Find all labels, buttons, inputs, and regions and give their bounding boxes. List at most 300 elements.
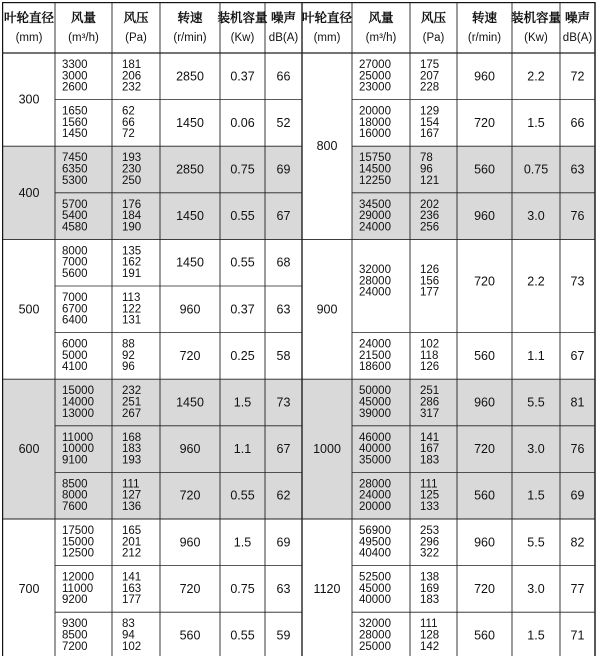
- header-diameter-unit: (mm): [15, 32, 43, 44]
- speed-value: 560: [179, 628, 201, 643]
- pressure-values-line: 201: [122, 536, 142, 549]
- flow-values-line: 6700: [62, 303, 88, 316]
- diameter-value: 400: [18, 185, 40, 200]
- flow-values-line: 1560: [62, 116, 88, 129]
- flow-values-line: 15000: [62, 385, 94, 398]
- pressure-values-line: 62: [122, 105, 135, 118]
- speed-value: 2850: [176, 69, 204, 84]
- diameter-value: 600: [18, 442, 40, 457]
- pressure-values-line: 256: [420, 221, 440, 234]
- flow-values: [359, 199, 391, 234]
- pressure-values-line: 128: [420, 629, 440, 642]
- header-pressure: 风压: [420, 11, 447, 25]
- pressure-values: [122, 432, 141, 467]
- pressure-values-line: 72: [122, 128, 135, 141]
- flow-values-line: 21500: [359, 349, 391, 362]
- flow-values: [62, 59, 88, 94]
- pressure-values-line: 230: [122, 163, 142, 176]
- noise-value: 67: [276, 442, 291, 457]
- flow-values-line: 24000: [359, 286, 391, 299]
- header-noise-unit: dB(A): [268, 32, 299, 44]
- pressure-values: [420, 618, 439, 653]
- pressure-values-line: 129: [420, 105, 440, 118]
- pressure-values-line: 154: [420, 116, 440, 129]
- flow-values-line: 11000: [62, 582, 94, 595]
- pressure-values-line: 168: [122, 431, 142, 444]
- flow-values-line: 14000: [62, 396, 94, 409]
- flow-values-line: 46000: [359, 431, 391, 444]
- power-value: 0.55: [230, 488, 255, 503]
- pressure-values: [122, 478, 141, 513]
- pressure-values-line: 141: [420, 431, 440, 444]
- pressure-values-line: 191: [122, 268, 142, 280]
- pressure-values-line: 232: [122, 385, 142, 398]
- pressure-values: [420, 106, 440, 141]
- power-value: 5.5: [527, 395, 545, 410]
- pressure-values-line: 212: [122, 547, 142, 560]
- pressure-values-line: 253: [420, 525, 440, 537]
- noise-value: 76: [570, 209, 585, 224]
- pressure-values-line: 118: [420, 349, 439, 362]
- flow-values-line: 28000: [359, 275, 391, 288]
- pressure-values-line: 126: [420, 264, 440, 277]
- pressure-values-line: 176: [122, 198, 142, 211]
- header-power-unit: (Kw): [524, 32, 548, 44]
- speed-value: 960: [179, 302, 201, 317]
- speed-value: 720: [179, 581, 201, 596]
- flow-values-line: 7600: [62, 501, 88, 513]
- noise-value: 81: [570, 395, 585, 410]
- flow-values-line: 40400: [359, 547, 391, 560]
- power-value: 2.2: [527, 69, 545, 84]
- pressure-values-line: 96: [420, 163, 433, 176]
- flow-values: [62, 385, 94, 420]
- pressure-values: [420, 525, 439, 560]
- header-diameter: 叶轮直径: [301, 11, 353, 25]
- flow-values: [359, 385, 391, 420]
- diameter-value: 800: [316, 139, 338, 154]
- noise-value: 58: [276, 348, 291, 363]
- noise-value: 76: [570, 442, 585, 457]
- pressure-values: [420, 385, 439, 420]
- header-pressure: 风压: [123, 11, 149, 25]
- noise-value: 82: [570, 535, 585, 550]
- flow-values: [359, 152, 391, 187]
- speed-value: 960: [474, 535, 495, 550]
- flow-values-line: 15000: [62, 536, 94, 549]
- header-pressure-unit: (Pa): [422, 32, 445, 44]
- pressure-values: [122, 199, 142, 234]
- speed-value: 720: [179, 348, 201, 363]
- flow-values-line: 7000: [62, 256, 88, 269]
- pressure-values-line: 165: [122, 525, 142, 537]
- flow-values-line: 45000: [359, 396, 391, 409]
- pressure-values-line: 286: [420, 396, 440, 409]
- speed-value: 560: [474, 162, 495, 177]
- speed-value: 2850: [176, 162, 204, 177]
- pressure-values-line: 193: [122, 152, 142, 165]
- pressure-values-line: 169: [420, 582, 440, 595]
- pressure-values-line: 177: [122, 594, 142, 607]
- pressure-values: [420, 478, 439, 513]
- flow-values-line: 35000: [359, 454, 391, 467]
- flow-values: [359, 618, 391, 653]
- power-value: 3.0: [527, 209, 545, 224]
- power-value: 1.5: [527, 488, 545, 503]
- pressure-values-line: 177: [420, 286, 440, 299]
- pressure-values-line: 136: [122, 501, 142, 513]
- header-speed: 转速: [177, 11, 203, 25]
- flow-values-line: 50000: [359, 385, 391, 398]
- flow-values: [62, 339, 88, 374]
- flow-values-line: 16000: [359, 128, 391, 141]
- pressure-values-line: 175: [420, 59, 440, 71]
- flow-values: [359, 478, 391, 513]
- pressure-values-line: 251: [420, 385, 440, 398]
- flow-values-line: 20000: [359, 105, 391, 118]
- pressure-values: [122, 152, 141, 187]
- pressure-values-line: 183: [122, 443, 142, 456]
- header-pressure-unit: (Pa): [125, 32, 147, 44]
- diameter-value: 300: [18, 92, 40, 107]
- speed-value: 560: [474, 488, 495, 503]
- pressure-values: [420, 572, 439, 607]
- power-value: 0.06: [230, 115, 255, 130]
- power-value: 0.55: [230, 628, 255, 643]
- pressure-values-line: 102: [122, 640, 142, 653]
- power-value: 0.75: [523, 162, 549, 177]
- pressure-values-line: 138: [420, 571, 440, 584]
- pressure-values-line: 163: [122, 582, 142, 595]
- noise-value: 71: [570, 628, 585, 643]
- pressure-values-line: 141: [122, 571, 142, 584]
- pressure-values-line: 296: [420, 536, 440, 549]
- pressure-values-line: 202: [420, 198, 440, 211]
- flow-values-line: 27000: [359, 59, 391, 71]
- noise-value: 69: [276, 535, 291, 550]
- flow-values: [359, 59, 391, 94]
- header-power: 装机容量: [510, 11, 562, 25]
- noise-value: 63: [570, 162, 585, 177]
- flow-values-line: 25000: [359, 70, 391, 83]
- pressure-values-line: 78: [420, 152, 433, 165]
- flow-values-line: 4100: [62, 361, 88, 374]
- noise-value: 77: [570, 581, 585, 596]
- pressure-values-line: 122: [122, 303, 142, 316]
- flow-values: [359, 264, 391, 299]
- flow-values-line: 3300: [62, 59, 88, 71]
- flow-values-line: 4580: [62, 221, 88, 234]
- pressure-values-line: 236: [420, 210, 440, 223]
- speed-value: 1450: [176, 209, 204, 224]
- pressure-values-line: 167: [420, 443, 440, 456]
- fan-spec-table: [2, 2, 596, 656]
- flow-values-line: 40000: [359, 443, 391, 456]
- flow-values-line: 5300: [62, 174, 88, 187]
- noise-value: 68: [276, 255, 291, 270]
- pressure-values-line: 207: [420, 70, 440, 83]
- flow-values: [62, 292, 88, 327]
- pressure-values-line: 206: [122, 70, 142, 83]
- pressure-values-line: 111: [420, 478, 438, 491]
- flow-values-line: 52500: [359, 571, 391, 584]
- noise-value: 62: [276, 488, 291, 503]
- pressure-values: [122, 106, 135, 141]
- flow-values-line: 18000: [359, 116, 391, 129]
- header-noise: 噪声: [564, 11, 591, 25]
- flow-values-line: 8000: [62, 245, 88, 258]
- flow-values: [62, 618, 88, 653]
- flow-values-line: 23000: [359, 81, 391, 94]
- pressure-values-line: 167: [420, 128, 440, 141]
- noise-value: 66: [276, 69, 291, 84]
- pressure-values-line: 66: [122, 116, 135, 129]
- pressure-values: [420, 264, 439, 299]
- flow-values: [359, 432, 391, 467]
- flow-values: [359, 106, 391, 141]
- pressure-values: [122, 525, 141, 560]
- pressure-values-line: 83: [122, 618, 135, 631]
- noise-value: 63: [276, 302, 291, 317]
- flow-values-line: 15750: [359, 152, 391, 165]
- pressure-values-line: 183: [420, 594, 440, 607]
- speed-value: 960: [474, 395, 495, 410]
- pressure-values-line: 250: [122, 174, 142, 187]
- flow-values-line: 1650: [62, 105, 88, 118]
- noise-value: 67: [570, 348, 585, 363]
- pressure-values-line: 228: [420, 81, 440, 94]
- flow-values-line: 40000: [359, 594, 391, 607]
- power-value: 5.5: [527, 535, 545, 550]
- speed-value: 1450: [176, 395, 204, 410]
- flow-values-line: 29000: [359, 210, 391, 223]
- header-flow: 风量: [70, 11, 97, 25]
- speed-value: 720: [474, 581, 495, 596]
- header-noise: 噪声: [270, 11, 297, 25]
- power-value: 0.37: [230, 302, 255, 317]
- noise-value: 69: [276, 162, 291, 177]
- flow-values-line: 49500: [359, 536, 391, 549]
- diameter-value: 1000: [313, 442, 341, 457]
- flow-values-line: 12000: [62, 571, 94, 584]
- header-speed-unit: (r/min): [467, 32, 502, 44]
- flow-values-line: 8500: [62, 478, 88, 491]
- pressure-values-line: 102: [420, 338, 440, 351]
- power-value: 1.1: [233, 442, 252, 457]
- flow-values-line: 13000: [62, 407, 94, 420]
- pressure-values: [122, 572, 141, 607]
- pressure-values: [122, 618, 141, 653]
- flow-values-line: 8000: [62, 489, 88, 502]
- pressure-values-line: 317: [420, 407, 440, 420]
- pressure-values-line: 251: [122, 396, 142, 409]
- flow-values-line: 18600: [359, 361, 391, 374]
- pressure-values-line: 181: [122, 59, 142, 71]
- power-value: 0.55: [230, 255, 255, 270]
- header-flow: 风量: [368, 11, 394, 25]
- flow-values-line: 28000: [359, 478, 391, 491]
- pressure-values: [420, 432, 439, 467]
- pressure-values: [420, 59, 439, 94]
- flow-values: [62, 199, 88, 234]
- flow-values: [359, 339, 391, 374]
- speed-value: 720: [474, 115, 495, 130]
- flow-values-line: 25000: [359, 640, 391, 653]
- noise-value: 63: [276, 581, 291, 596]
- speed-value: 960: [179, 535, 201, 550]
- power-value: 0.37: [230, 69, 255, 84]
- flow-values-line: 1450: [62, 128, 88, 141]
- flow-values-line: 34500: [359, 198, 391, 211]
- pressure-values-line: 96: [122, 361, 135, 374]
- pressure-values-line: 121: [420, 174, 440, 187]
- flow-values-line: 7000: [62, 292, 88, 304]
- flow-values-line: 32000: [359, 264, 391, 277]
- speed-value: 1450: [176, 115, 204, 130]
- pressure-values-line: 183: [420, 454, 440, 467]
- pressure-values-line: 322: [420, 547, 440, 560]
- power-value: 2.2: [527, 274, 545, 289]
- power-value: 1.1: [527, 348, 545, 363]
- flow-values-line: 7450: [62, 152, 88, 165]
- speed-value: 960: [474, 69, 495, 84]
- flow-values-line: 5600: [62, 268, 88, 280]
- pressure-values-line: 125: [420, 489, 440, 502]
- flow-values-line: 24000: [359, 338, 391, 351]
- pressure-values-line: 193: [122, 454, 142, 467]
- power-value: 1.5: [527, 115, 545, 130]
- flow-values-line: 45000: [359, 582, 391, 595]
- flow-values: [62, 572, 94, 607]
- pressure-values-line: 92: [122, 349, 135, 362]
- pressure-values-line: 94: [122, 629, 135, 642]
- pressure-values: [122, 59, 141, 94]
- flow-values-line: 5400: [62, 210, 88, 223]
- flow-values-line: 39000: [359, 407, 391, 420]
- flow-values: [62, 525, 94, 560]
- power-value: 1.5: [527, 628, 545, 643]
- power-value: 3.0: [527, 581, 545, 596]
- diameter-value: 900: [316, 302, 338, 317]
- header-noise-unit: dB(A): [562, 32, 593, 44]
- flow-values-line: 7200: [62, 640, 88, 653]
- pressure-values: [122, 292, 141, 327]
- flow-values-line: 24000: [359, 489, 391, 502]
- flow-values-line: 20000: [359, 501, 391, 513]
- shaded-group: [302, 379, 595, 519]
- speed-value: 560: [474, 348, 495, 363]
- noise-value: 66: [570, 115, 585, 130]
- pressure-values-line: 133: [420, 501, 440, 513]
- pressure-values: [122, 339, 135, 374]
- pressure-values: [420, 339, 439, 374]
- flow-values-line: 6400: [62, 314, 88, 327]
- flow-values-line: 17500: [62, 525, 94, 537]
- pressure-values-line: 111: [420, 618, 438, 631]
- diameter-value: 500: [18, 302, 40, 317]
- flow-values-line: 9300: [62, 618, 88, 631]
- header-speed: 转速: [471, 11, 498, 25]
- pressure-values: [122, 385, 141, 420]
- flow-values-line: 6000: [62, 338, 88, 351]
- flow-values-line: 10000: [62, 443, 94, 456]
- flow-values: [62, 245, 88, 280]
- power-value: 0.75: [230, 581, 255, 596]
- flow-values: [62, 152, 88, 187]
- flow-values-line: 32000: [359, 618, 391, 631]
- noise-value: 59: [276, 628, 291, 643]
- flow-values-line: 11000: [62, 431, 94, 444]
- flow-values-line: 14500: [359, 163, 391, 176]
- flow-values: [62, 478, 88, 513]
- power-value: 1.5: [233, 535, 252, 550]
- pressure-values: [122, 245, 141, 280]
- table-grid: [2, 2, 596, 656]
- flow-values-line: 28000: [359, 629, 391, 642]
- flow-values-line: 9100: [62, 454, 88, 467]
- flow-values-line: 9200: [62, 594, 88, 607]
- flow-values-line: 12500: [62, 547, 94, 560]
- pressure-values-line: 190: [122, 221, 142, 234]
- header-diameter: 叶轮直径: [3, 11, 55, 25]
- noise-value: 73: [570, 274, 585, 289]
- pressure-values-line: 184: [122, 210, 142, 223]
- power-value: 1.5: [233, 395, 252, 410]
- power-value: 0.55: [230, 209, 255, 224]
- speed-value: 720: [474, 274, 495, 289]
- header-flow-unit: (m³/h): [68, 32, 99, 44]
- flow-values-line: 56900: [359, 525, 391, 537]
- noise-value: 69: [570, 488, 585, 503]
- pressure-values-line: 142: [420, 640, 440, 653]
- power-value: 0.75: [230, 162, 255, 177]
- header-diameter-unit: (mm): [313, 32, 341, 44]
- shaded-group: [3, 379, 302, 519]
- pressure-values-line: 162: [122, 256, 142, 269]
- noise-value: 72: [570, 69, 585, 84]
- pressure-values-line: 156: [420, 275, 440, 288]
- power-value: 0.25: [230, 348, 255, 363]
- header-flow-unit: (m³/h): [365, 32, 397, 44]
- flow-values-line: 6350: [62, 163, 88, 176]
- pressure-values-line: 232: [122, 81, 142, 94]
- pressure-values: [420, 199, 439, 234]
- pressure-values-line: 113: [122, 292, 141, 304]
- flow-values-line: 3000: [62, 70, 88, 83]
- flow-values: [359, 572, 391, 607]
- flow-values-line: 8500: [62, 629, 88, 642]
- pressure-values-line: 135: [122, 245, 142, 258]
- noise-value: 73: [276, 395, 291, 410]
- speed-value: 560: [474, 628, 495, 643]
- noise-value: 52: [276, 115, 291, 130]
- power-value: 3.0: [527, 442, 545, 457]
- pressure-values-line: 126: [420, 361, 440, 374]
- pressure-values-line: 88: [122, 338, 135, 351]
- speed-value: 720: [179, 488, 201, 503]
- header-power: 装机容量: [217, 11, 268, 25]
- flow-values-line: 5000: [62, 349, 88, 362]
- speed-value: 720: [474, 442, 495, 457]
- flow-values: [62, 106, 88, 141]
- header-speed-unit: (r/min): [173, 32, 207, 44]
- pressure-values-line: 267: [122, 407, 142, 420]
- speed-value: 960: [179, 442, 201, 457]
- pressure-values-line: 131: [122, 314, 142, 327]
- flow-values-line: 12250: [359, 174, 391, 187]
- flow-values-line: 5700: [62, 198, 88, 211]
- flow-values: [359, 525, 391, 560]
